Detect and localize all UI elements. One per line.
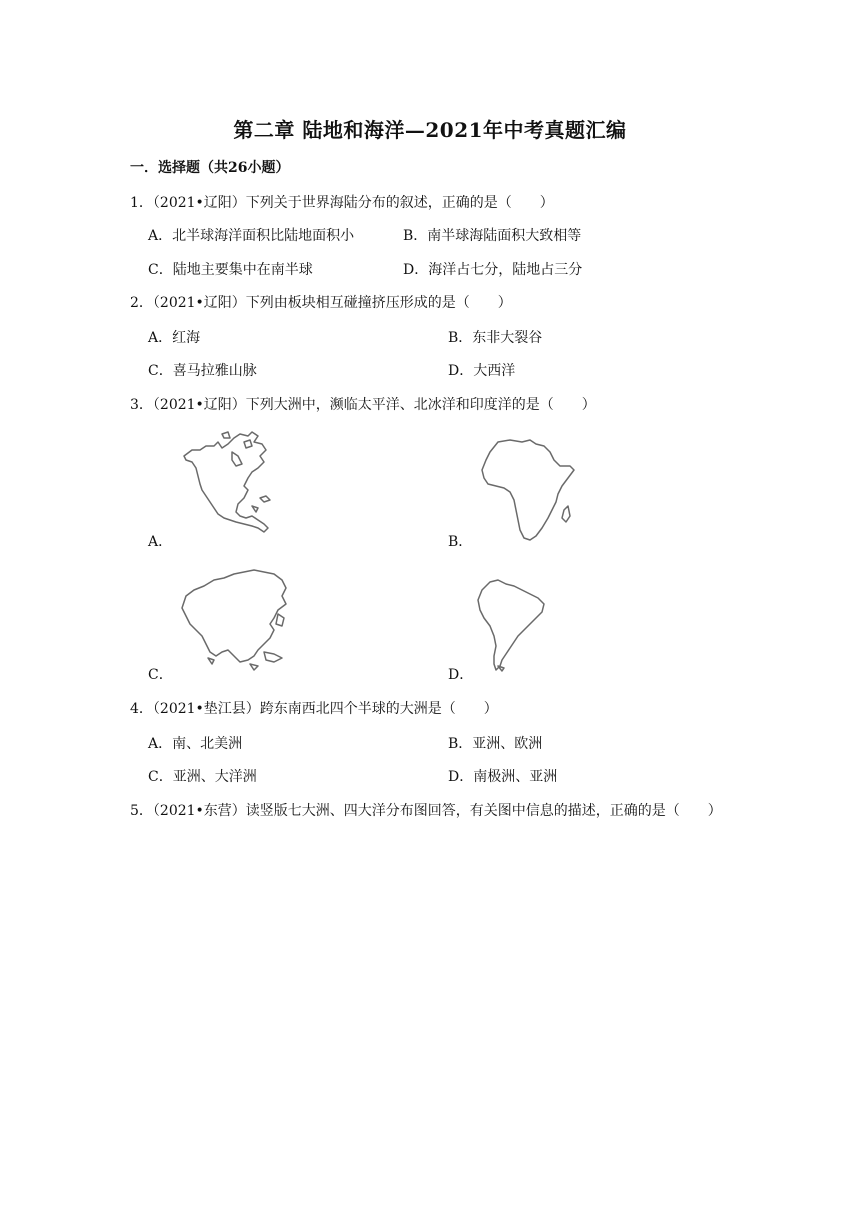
question-1-option-d: D．海洋占七分，陆地占三分 [403,262,583,278]
question-4-option-d: D．南极洲、亚洲 [448,769,558,785]
question-4-option-a: A．南、北美洲 [148,736,243,752]
question-4-option-b: B．亚洲、欧洲 [448,736,543,752]
question-4-stem: 4．（2021•垫江县）跨东南西北四个半球的大洲是（ ） [130,701,498,717]
question-1-option-b: B．南半球海陆面积大致相等 [403,228,582,244]
section-heading: 一．选择题（共26小题） [130,160,290,176]
question-2-stem: 2．（2021•辽阳）下列由板块相互碰撞挤压形成的是（ ） [130,295,512,311]
africa-map-icon [478,436,582,542]
question-2-option-a: A．红海 [148,330,201,346]
question-2-option-c: C．喜马拉雅山脉 [148,363,257,379]
question-3-option-a-label: A． [148,534,173,550]
south-america-map-icon [474,576,554,672]
question-2-option-b: B．东非大裂谷 [448,330,543,346]
question-1-stem: 1．（2021•辽阳）下列关于世界海陆分布的叙述，正确的是（ ） [130,195,554,211]
question-1-option-c: C．陆地主要集中在南半球 [148,262,313,278]
question-1-option-a: A．北半球海洋面积比陆地面积小 [148,228,355,244]
north-america-map-icon [178,428,278,536]
page-title: 第二章 陆地和海洋—2021年中考真题汇编 [233,118,627,142]
asia-map-icon [178,566,296,672]
question-3-stem: 3．（2021•辽阳）下列大洲中，濒临太平洋、北冰洋和印度洋的是（ ） [130,397,596,413]
question-3-option-c-label: C． [148,667,173,683]
question-4-option-c: C．亚洲、大洋洲 [148,769,257,785]
question-2-option-d: D．大西洋 [448,363,516,379]
question-5-stem: 5．（2021•东营）读竖版七大洲、四大洋分布图回答，有关图中信息的描述，正确的是（ ） [130,803,722,819]
question-3-option-b-label: B． [448,534,473,550]
question-3-option-d-label: D． [448,667,474,683]
